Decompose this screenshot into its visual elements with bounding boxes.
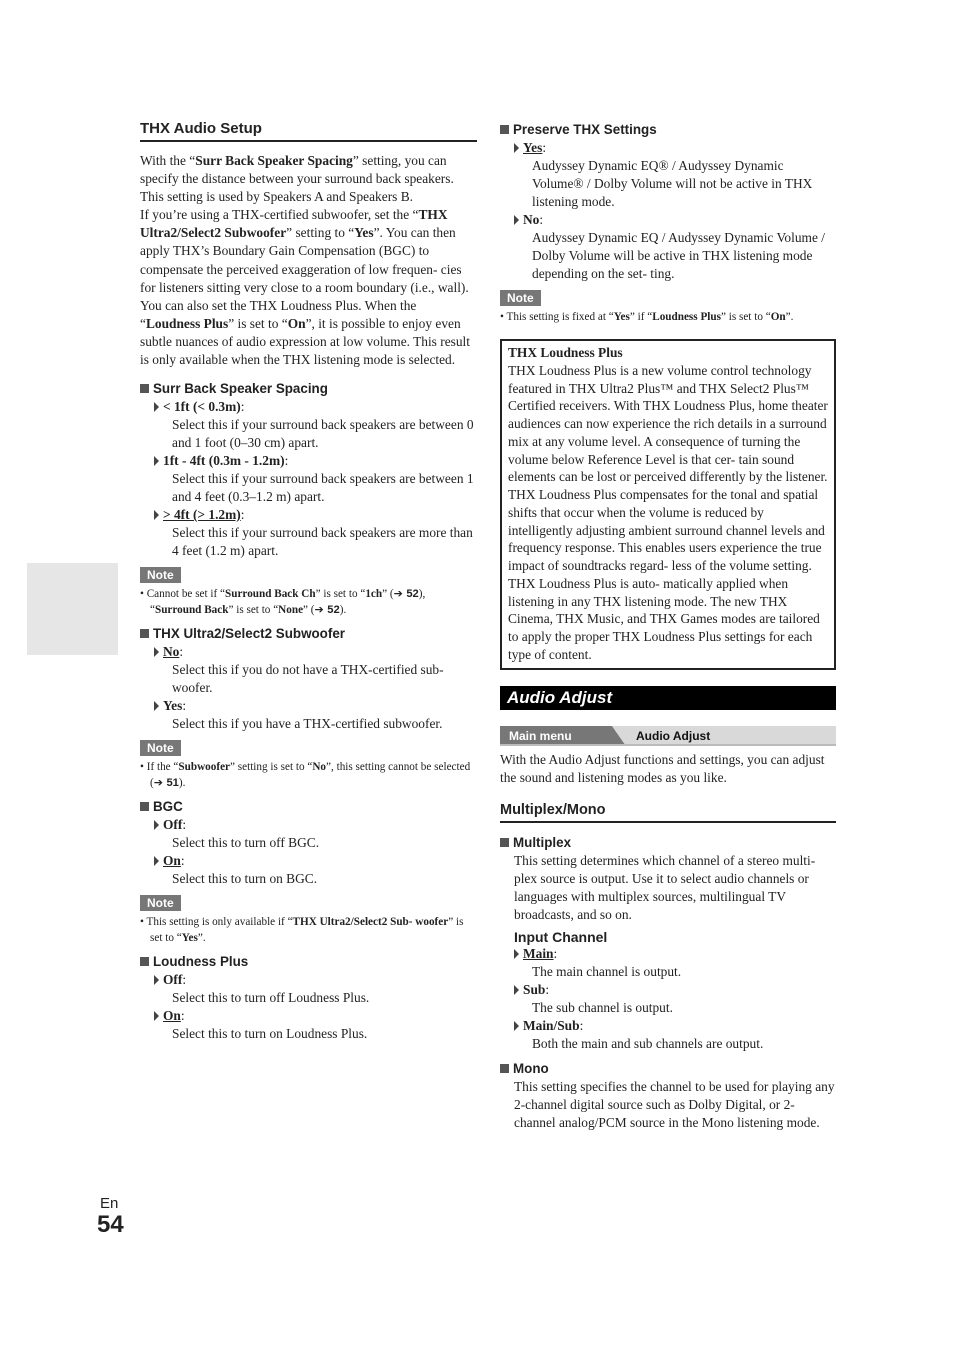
triangle-bullet-icon — [514, 1021, 519, 1031]
left-column — [140, 120, 477, 1043]
option-name: No — [523, 212, 540, 227]
option-description: Select this if you do not have a THX-certified sub- woofer. — [172, 662, 444, 696]
mono-description: This setting specifies the channel to be used for playing any 2-channel digital source such as Dolby Digital, or 2-channel analog/PCM source in the Mono listening mode. — [514, 1079, 835, 1131]
setting-heading: Surr Back Speaker Spacing — [140, 381, 477, 396]
triangle-bullet-icon — [154, 456, 159, 466]
audio-adjust-banner: Audio Adjust — [500, 686, 836, 710]
option-name: On — [163, 853, 181, 869]
section-title-thx-audio-setup: THX Audio Setup — [140, 120, 477, 142]
setting-heading: BGC — [140, 799, 477, 814]
option-label: Off : — [154, 971, 477, 989]
mono-heading: Mono — [500, 1061, 836, 1076]
intro-text — [140, 152, 477, 369]
option-name: Yes — [523, 140, 543, 155]
option-name: Main/Sub — [523, 1018, 580, 1034]
option-label: < 1ft (< 0.3m) : — [154, 398, 477, 416]
triangle-bullet-icon — [154, 510, 159, 520]
option-name: On — [163, 1008, 181, 1024]
page-number: 54 — [97, 1211, 124, 1238]
square-bullet-icon — [140, 629, 149, 638]
intro-paragraph: With the “Surr Back Speaker Spacing” setting, you can specify the distance between your surround back speakers. This setting is used by Speakers A and Speakers B. — [140, 153, 454, 205]
option-name: < 1ft (< 0.3m) — [163, 399, 241, 415]
triangle-bullet-icon — [154, 1011, 159, 1021]
option-label: Main/Sub : — [514, 1017, 836, 1035]
note-badge: Note — [140, 567, 181, 583]
option-description: Audyssey Dynamic EQ / Audyssey Dynamic Volume / Dolby Volume will be active in THX listening mode depending on the set- ting. — [532, 230, 825, 281]
page-language: En — [100, 1195, 119, 1212]
option-name: > 4ft (> 1.2m) — [163, 507, 241, 523]
option-label: 1ft - 4ft (0.3m - 1.2m) : — [154, 452, 477, 470]
intro-paragraph: You can also set the THX Loudness Plus. When the “Loudness Plus” is set to “On”, it is possible to enjoy even subtle nuances of audio expression at low volume. This result is only available when the THX listening mode is selected. — [140, 297, 470, 368]
option-description: Select this if you have a THX-certified subwoofer. — [172, 716, 443, 732]
thx-loudness-plus-box — [500, 339, 836, 670]
option-description: The main channel is output. — [532, 964, 682, 980]
option-description: Both the main and sub channels are output. — [532, 1036, 764, 1052]
setting-heading: Loudness Plus — [140, 954, 477, 969]
triangle-bullet-icon — [514, 949, 519, 959]
menu-breadcrumb — [500, 726, 836, 746]
option-description: Select this to turn off Loudness Plus. — [172, 990, 370, 1006]
settings-list — [140, 381, 477, 1043]
option-description: Select this to turn on BGC. — [172, 871, 318, 887]
breadcrumb-main-menu[interactable]: Main menu — [509, 728, 572, 743]
option-name: Sub — [523, 982, 546, 998]
option-label: Off : — [154, 816, 477, 834]
input-channel-heading: Input Channel — [514, 929, 608, 946]
option-label: Yes : — [514, 139, 836, 157]
square-bullet-icon — [140, 802, 149, 811]
note-text: • Cannot be set if “Surround Back Ch” is set to “1ch” (➔ 52), “Surround Back” is set to “None” (➔ 52). — [140, 587, 426, 617]
note-text: • If the “Subwoofer” setting is set to “No”, this setting cannot be selected (➔ 51). — [140, 761, 471, 790]
audio-adjust-intro: With the Audio Adjust functions and settings, you can adjust the sound and listening modes as you like. — [500, 751, 825, 785]
option-name: 1ft - 4ft (0.3m - 1.2m) — [163, 453, 285, 469]
option-label: Sub : — [514, 981, 836, 999]
option-description: Select this to turn on Loudness Plus. — [172, 1026, 368, 1042]
triangle-bullet-icon — [154, 975, 159, 985]
triangle-bullet-icon — [514, 215, 519, 225]
triangle-bullet-icon — [514, 143, 519, 153]
right-column — [500, 120, 836, 1132]
option-label: No : — [154, 643, 477, 661]
setting-heading: THX Ultra2/Select2 Subwoofer — [140, 626, 477, 641]
square-bullet-icon — [500, 1064, 509, 1073]
option-description: The sub channel is output. — [532, 1000, 673, 1016]
option-name: Off — [163, 972, 183, 988]
option-description: Audyssey Dynamic EQ® / Audyssey Dynamic Volume® / Dolby Volume will not be active in THX listening mode. — [532, 158, 813, 209]
setting-heading: Preserve THX Settings — [500, 122, 836, 137]
option-label: > 4ft (> 1.2m) : — [154, 506, 477, 524]
option-name: Main — [523, 946, 554, 962]
option-description: Select this if your surround back speakers are between 0 and 1 foot (0–30 cm) apart. — [172, 417, 474, 451]
intro-paragraph: If you’re using a THX-certified subwoofer, set the “THX Ultra2/Select2 Subwoofer” setting to “Yes”. You can then apply THX’s Boundary Gain Compensation (BGC) to compensate the perceived exaggeration of low frequen- cies for listeners sitting very close to a room boundary (i.e., wall). — [140, 207, 469, 295]
note-badge: Note — [140, 740, 181, 756]
option-description: Select this if your surround back speakers are more than 4 feet (1.2 m) apart. — [172, 525, 473, 559]
box-title: THX Loudness Plus — [508, 345, 623, 360]
note-badge: Note — [140, 895, 181, 911]
square-bullet-icon — [500, 838, 509, 847]
note-text: • This setting is only available if “THX Ultra2/Select2 Sub- woofer” is set to “Yes”. — [140, 916, 464, 945]
option-label: No : — [514, 211, 836, 229]
option-description: Select this if your surround back speakers are between 1 and 4 feet (0.3–1.2 m) apart. — [172, 471, 474, 505]
breadcrumb-audio-adjust[interactable]: Audio Adjust — [636, 728, 711, 743]
triangle-bullet-icon — [154, 856, 159, 866]
note-badge: Note — [500, 290, 541, 306]
square-bullet-icon — [500, 125, 509, 134]
note-text: • This setting is fixed at “Yes” if “Loudness Plus” is set to “On”. — [500, 311, 794, 323]
triangle-bullet-icon — [154, 820, 159, 830]
triangle-bullet-icon — [154, 701, 159, 711]
triangle-bullet-icon — [154, 647, 159, 657]
square-bullet-icon — [140, 957, 149, 966]
triangle-bullet-icon — [514, 985, 519, 995]
multiplex-description: This setting determines which channel of a stereo multi- plex source is output. Use it to select audio channels or languages with multiplex sources, multilingual TV broadcasts, and so on. — [514, 852, 816, 922]
option-description: Select this to turn off BGC. — [172, 835, 320, 851]
option-label: Main : — [514, 945, 836, 963]
multiplex-heading: Multiplex — [500, 835, 836, 850]
option-name: Off — [163, 817, 183, 833]
box-body: THX Loudness Plus is a new volume control technology featured in THX Ultra2 Plus™ and THX Select2 Plus™ Certified receivers. With THX Loudness Plus, home theater audiences can now experience the rich details in a surround mix at any volume level. A consequence of turning the volume below Reference Level is that cer- tain sound elements can be lost or perceived differently by the listener. THX Loudness Plus compensates for the tonal and spatial shifts that occur when the volume is reduced by intelligently adjusting ambient surround channel levels and frequency response. This enables users experience the true impact of soundtracks regard- less of the volume setting. THX Loudness Plus is auto- matically applied when listening in any THX listening mode. The new THX Cinema, THX Music, and THX Games modes are tailored to apply the proper THX Loudness Plus settings for each type of content. — [508, 362, 828, 662]
input-channel-options — [500, 945, 836, 1053]
option-name: Yes — [163, 698, 183, 714]
option-label: Yes : — [154, 697, 477, 715]
chapter-tab — [27, 563, 118, 655]
triangle-bullet-icon — [154, 402, 159, 412]
option-label: On : — [154, 1007, 477, 1025]
option-label: On : — [154, 852, 477, 870]
section-title-multiplex-mono: Multiplex/Mono — [500, 802, 836, 823]
square-bullet-icon — [140, 384, 149, 393]
preserve-thx-settings — [500, 122, 836, 325]
option-name: No — [163, 644, 180, 660]
